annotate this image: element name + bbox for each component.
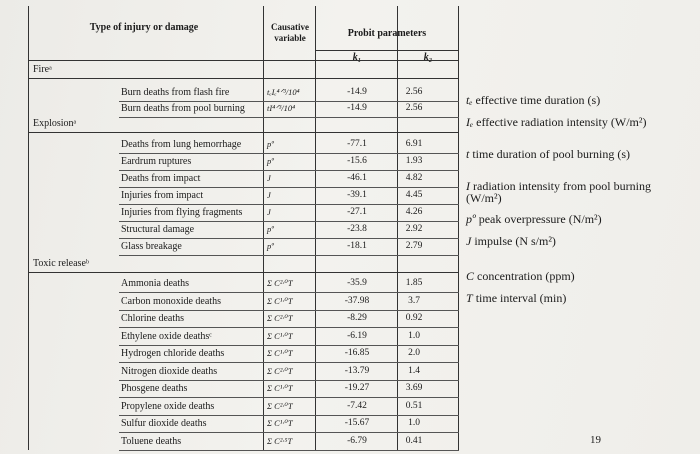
section-line <box>29 272 459 273</box>
row-k2: 0.41 <box>405 435 423 446</box>
row-k1: -13.79 <box>344 365 370 376</box>
header-line <box>29 60 459 61</box>
row-name: Nitrogen dioxide deaths <box>121 365 218 377</box>
row-k1: -39.1 <box>347 190 367 200</box>
table-row <box>29 328 459 346</box>
row-k2: 2.56 <box>405 87 423 97</box>
row-variable: Σ C²·⁰T <box>267 313 293 323</box>
row-name: Eardrum ruptures <box>121 156 192 167</box>
row-name: Burn deaths from pool burning <box>121 103 245 114</box>
row-name: Phosgene deaths <box>121 383 188 394</box>
table-row <box>29 363 459 381</box>
table-row <box>29 187 459 205</box>
header-k2: k₂ <box>423 52 433 63</box>
row-name: Hydrogen chloride deaths <box>121 348 225 359</box>
row-k1: -6.19 <box>347 330 367 341</box>
legend-text: radiation intensity from pool burning (W/m²) <box>466 179 651 205</box>
row-line <box>119 255 459 256</box>
row-k1: -14.9 <box>347 87 367 97</box>
row-variable: Σ C²·⁰T <box>267 278 293 288</box>
row-line <box>119 450 459 451</box>
legend-p <box>466 213 602 225</box>
row-k1: -15.67 <box>344 418 370 428</box>
row-k2: 1.4 <box>408 365 420 376</box>
table-row <box>29 380 459 398</box>
row-k1: -8.29 <box>347 313 367 323</box>
row-k2: 3.69 <box>405 383 423 393</box>
row-variable: J <box>267 207 271 217</box>
table-row <box>29 238 459 256</box>
legend-c <box>466 270 575 282</box>
row-variable: Σ C¹·⁰T <box>267 418 293 428</box>
legend-symbol: J <box>466 234 472 248</box>
row-name: Injuries from impact <box>121 190 204 201</box>
legend-j <box>466 235 556 247</box>
row-name: Toluene deaths <box>121 435 182 447</box>
row-k1: -16.85 <box>344 348 370 358</box>
table-row <box>29 310 459 328</box>
row-k2: 1.93 <box>405 156 423 166</box>
row-k1: -77.1 <box>347 139 367 149</box>
row-k1: -18.1 <box>347 241 367 251</box>
legend-symbol: Iₑ <box>466 115 474 129</box>
row-name: Injuries from flying fragments <box>121 207 243 218</box>
row-k2: 6.91 <box>405 139 423 149</box>
row-name: Ethylene oxide deathsᶜ <box>121 330 212 342</box>
table-row <box>29 345 459 363</box>
row-k2: 0.51 <box>405 400 423 411</box>
probit-table <box>28 6 459 450</box>
legend-text: effective radiation intensity (W/m²) <box>476 115 647 129</box>
legend-i <box>466 180 656 204</box>
row-name: Glass breakage <box>121 241 182 252</box>
legend-symbol: T <box>466 291 473 305</box>
header-type: Type of injury or damage <box>89 22 199 33</box>
row-k2: 4.45 <box>405 190 423 200</box>
row-variable: pº <box>267 224 274 234</box>
legend-text: time duration of pool burning (s) <box>472 147 630 161</box>
table-row <box>29 275 459 293</box>
table-row <box>29 136 459 154</box>
row-variable: Σ C¹·⁰T <box>267 295 293 306</box>
row-variable: Σ C²·⁰T <box>267 400 293 411</box>
row-k2: 1.85 <box>405 278 423 288</box>
section-toxic: Toxic releaseᵇ <box>33 258 89 269</box>
row-name: Carbon monoxide deaths <box>121 295 221 307</box>
row-k2: 2.0 <box>408 348 420 358</box>
row-variable: Σ C¹·⁰T <box>267 330 293 341</box>
legend-ie <box>466 116 656 128</box>
legend-text: peak overpressure (N/m²) <box>478 212 602 226</box>
row-k2: 4.82 <box>405 173 423 183</box>
row-variable: pº <box>267 241 274 251</box>
legend-t <box>466 148 656 160</box>
row-k1: -14.9 <box>347 103 367 113</box>
table-row <box>29 433 459 451</box>
row-k1: -27.1 <box>347 207 367 217</box>
row-variable: Σ C²·⁰T <box>267 365 293 376</box>
table-row <box>29 415 459 433</box>
table-row <box>29 170 459 188</box>
header-probit: Probit parameters <box>347 28 427 39</box>
section-line <box>29 78 459 79</box>
row-k1: -7.42 <box>347 400 367 411</box>
row-line <box>119 117 459 118</box>
table-row <box>29 204 459 222</box>
legend-te <box>466 94 600 106</box>
row-k2: 1.0 <box>408 330 420 341</box>
section-explosion: Explosionᵃ <box>33 118 77 129</box>
row-name: Deaths from impact <box>121 173 201 184</box>
table-row <box>29 153 459 171</box>
row-k2: 2.92 <box>405 224 423 234</box>
row-name: Chlorine deaths <box>121 313 185 324</box>
row-k1: -37.98 <box>344 295 370 306</box>
legend-symbol: tₑ <box>466 93 473 107</box>
page-number: 19 <box>590 434 601 446</box>
legend-text: concentration (ppm) <box>477 269 575 283</box>
row-name: Ammonia deaths <box>121 278 190 289</box>
legend-text: impulse (N s/m²) <box>474 234 556 248</box>
row-k2: 1.0 <box>408 418 420 428</box>
legend-text: effective time duration (s) <box>475 93 601 107</box>
row-k2: 4.26 <box>405 207 423 217</box>
row-k2: 2.79 <box>405 241 423 251</box>
row-variable: Σ C¹·⁰T <box>267 383 293 393</box>
section-fire: Fireᵃ <box>33 64 52 75</box>
row-variable: pº <box>267 139 274 149</box>
row-k2: 2.56 <box>405 103 423 113</box>
row-variable: Σ C²·⁵T <box>267 435 293 446</box>
row-k1: -35.9 <box>347 278 367 288</box>
row-k1: -15.6 <box>347 156 367 166</box>
row-k2: 0.92 <box>405 313 423 323</box>
header-variable: Causative variable <box>271 22 309 43</box>
table-row <box>29 293 459 311</box>
row-variable: J <box>267 173 271 183</box>
section-line <box>29 132 459 133</box>
row-variable: pº <box>267 156 274 166</box>
row-k1: -46.1 <box>347 173 367 183</box>
header-line <box>315 50 459 51</box>
row-variable: tI⁴ᐟ³/10⁴ <box>267 103 296 113</box>
header-k1: k₁ <box>352 52 362 63</box>
row-name: Propylene oxide deaths <box>121 400 215 412</box>
row-variable: J <box>267 190 271 200</box>
table-row <box>29 398 459 416</box>
legend-symbol: I <box>466 179 470 193</box>
row-k1: -19.27 <box>344 383 370 393</box>
row-variable: tₑIₑ⁴ᐟ³/10⁴ <box>267 87 300 97</box>
legend-symbol: C <box>466 269 475 283</box>
table-row <box>29 221 459 239</box>
row-k2: 3.7 <box>408 295 420 306</box>
row-name: Sulfur dioxide deaths <box>121 418 207 429</box>
row-k1: -6.79 <box>347 435 367 446</box>
row-name: Deaths from lung hemorrhage <box>121 139 242 150</box>
legend-text: time interval (min) <box>475 291 567 305</box>
row-k1: -23.8 <box>347 224 367 234</box>
table-row <box>29 100 459 118</box>
row-variable: Σ C¹·⁰T <box>267 348 293 358</box>
row-name: Structural damage <box>121 224 195 235</box>
legend-symbol: pº <box>466 212 476 226</box>
legend-symbol: t <box>466 147 470 161</box>
row-name: Burn deaths from flash fire <box>121 87 230 98</box>
legend-tt <box>466 292 566 304</box>
